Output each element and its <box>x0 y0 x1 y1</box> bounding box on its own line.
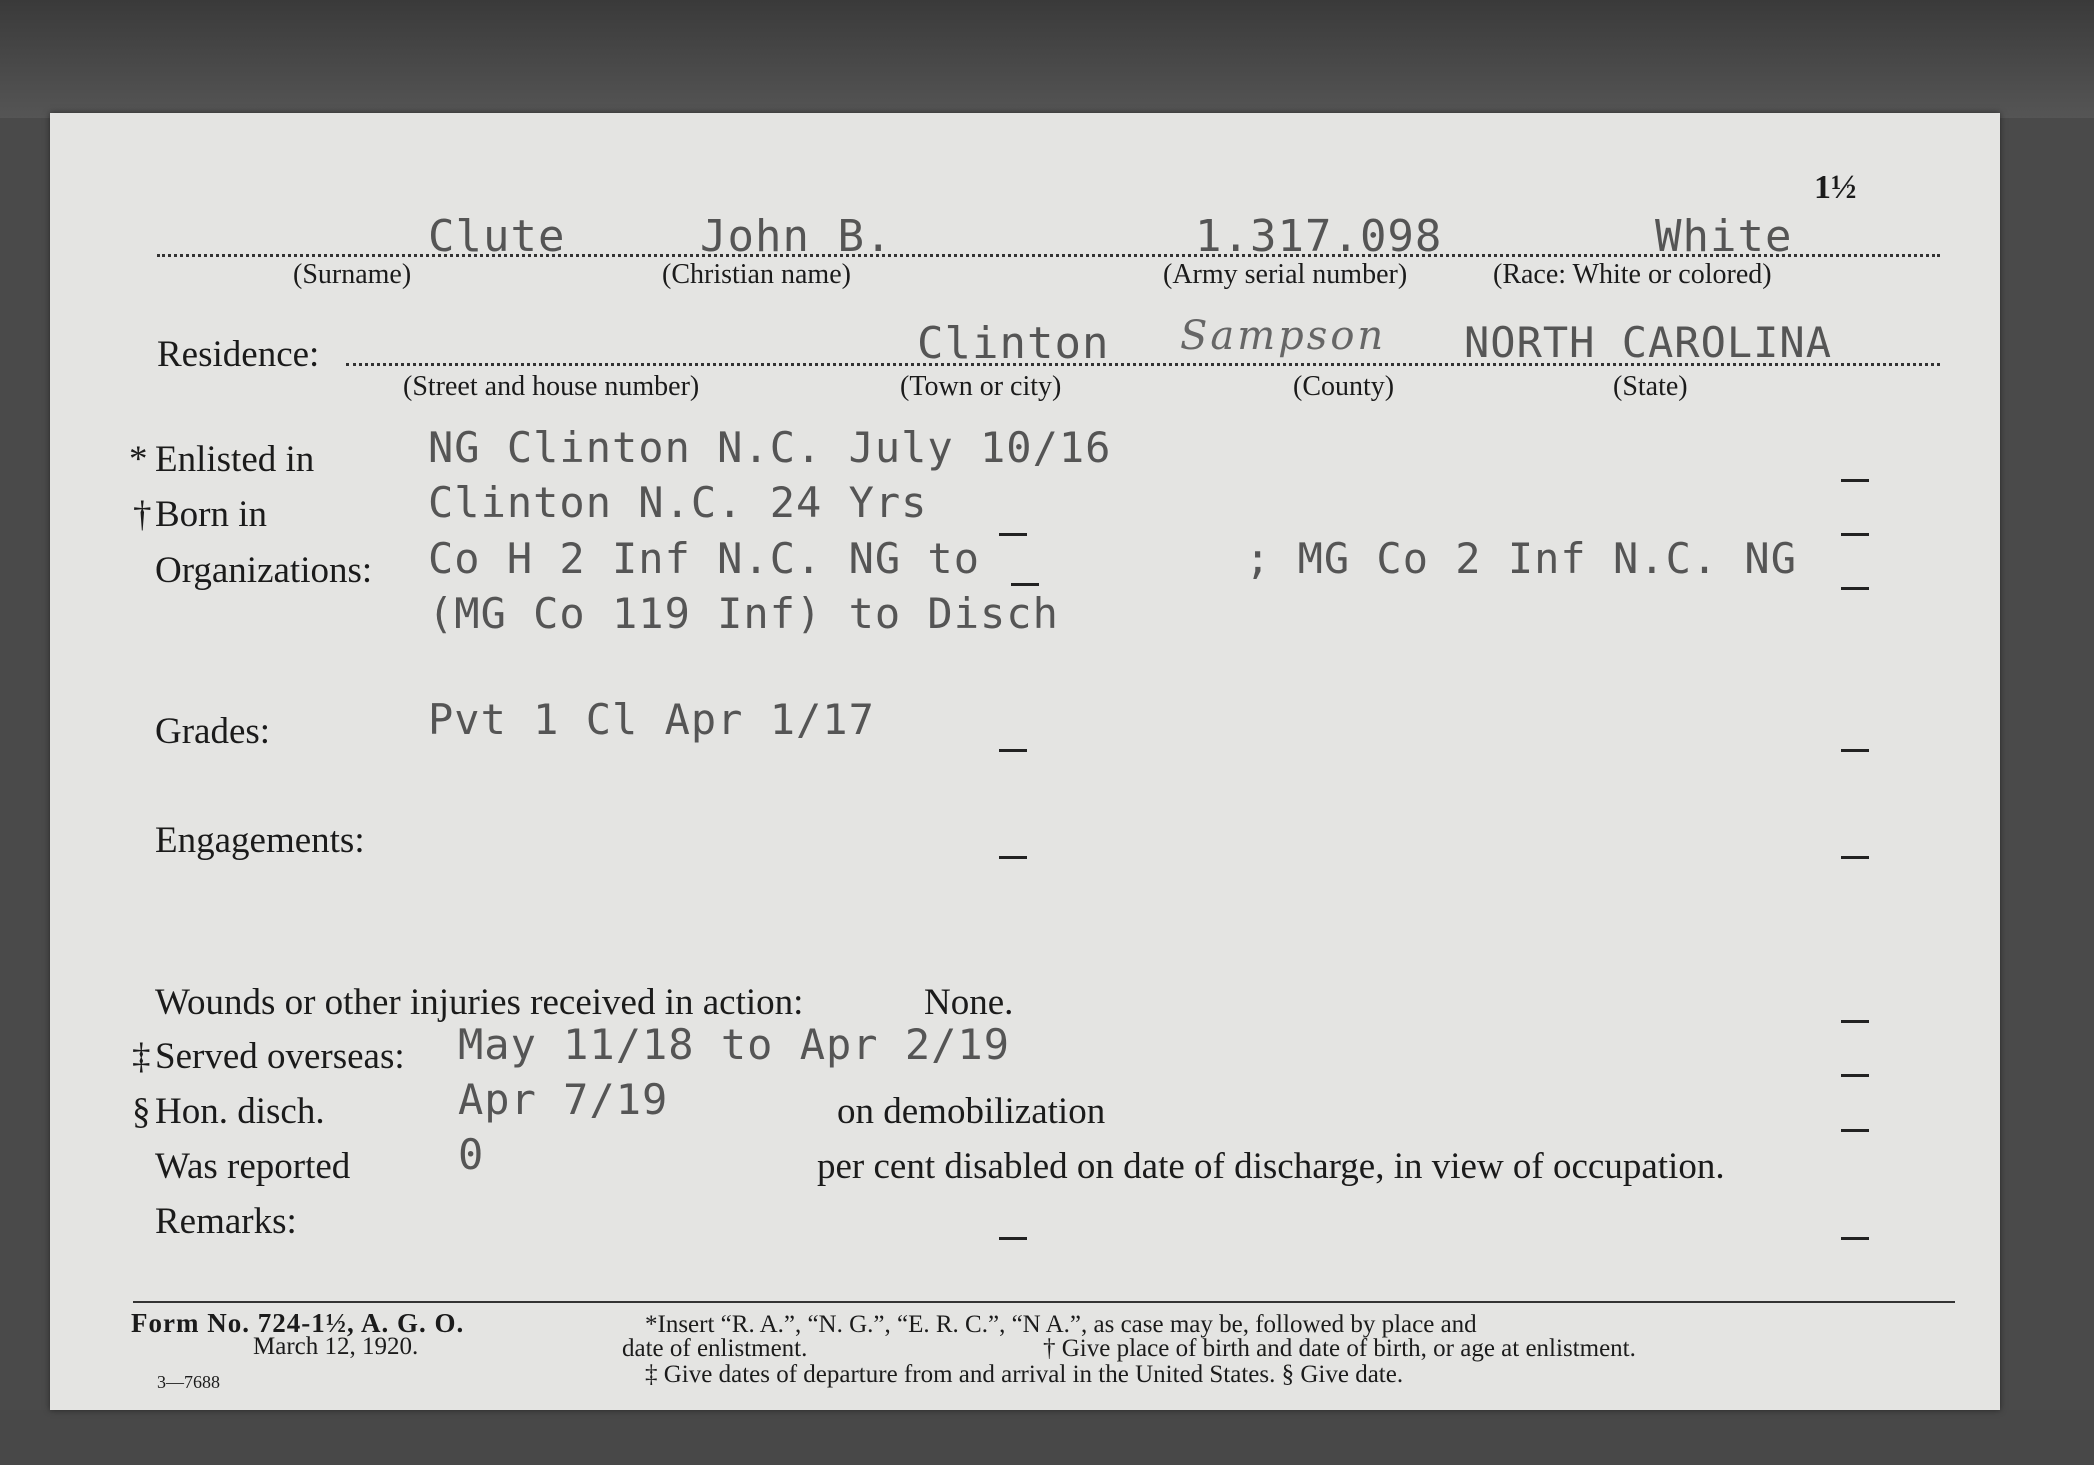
engagements-right-dash <box>1841 856 1869 859</box>
remarks-mid-dash <box>999 1237 1027 1240</box>
footnote-line2a: date of enlistment. <box>622 1335 808 1362</box>
born-mark: † <box>133 494 152 535</box>
street-caption: (Street and house number) <box>403 371 700 402</box>
residence-state-value: NORTH CAROLINA <box>1464 318 1833 367</box>
enlisted-label: Enlisted in <box>155 439 315 480</box>
born-value: Clinton N.C. 24 Yrs <box>428 478 928 527</box>
overseas-right-dash <box>1841 1074 1869 1077</box>
race-caption: (Race: White or colored) <box>1493 259 1772 290</box>
born-label: Born in <box>155 494 268 535</box>
christian-name-caption: (Christian name) <box>662 259 851 290</box>
reported-suffix: per cent disabled on date of discharge, in view of occupation. <box>817 1146 1725 1187</box>
hon-disch-suffix: on demobilization <box>837 1091 1106 1132</box>
wounds-value: None. <box>924 982 1014 1023</box>
card-fraction: 1½ <box>1814 169 1857 206</box>
form-number: Form No. 724-1½, A. G. O. <box>131 1308 465 1338</box>
organizations-right-dash <box>1841 587 1869 590</box>
born-right-dash <box>1841 533 1869 536</box>
wounds-label: Wounds or other injuries received in action: <box>155 982 804 1023</box>
scan-backdrop-bottom <box>0 1410 2094 1465</box>
state-caption: (State) <box>1613 371 1688 402</box>
army-serial-caption: (Army serial number) <box>1163 259 1408 290</box>
town-caption: (Town or city) <box>900 371 1062 402</box>
scan-backdrop-top <box>0 0 2094 118</box>
organizations-line1: Co H 2 Inf N.C. NG to <box>428 534 981 583</box>
organizations-label: Organizations: <box>155 550 373 591</box>
born-mid-dash <box>999 533 1027 536</box>
residence-label: Residence: <box>157 334 320 375</box>
remarks-right-dash <box>1841 1237 1869 1240</box>
engagements-label: Engagements: <box>155 820 365 861</box>
enlisted-value: NG Clinton N.C. July 10/16 <box>428 423 1112 472</box>
residence-county-value: Sampson <box>1180 313 1387 359</box>
organizations-line2: (MG Co 119 Inf) to Disch <box>428 589 1059 638</box>
grades-mid-dash <box>999 749 1027 752</box>
race-value: White <box>1655 211 1793 262</box>
residence-town-value: Clinton <box>917 318 1110 369</box>
army-serial-value: 1.317.098 <box>1195 211 1443 262</box>
organizations-mid-dash <box>1011 583 1039 586</box>
remarks-label: Remarks: <box>155 1201 297 1242</box>
engagements-mid-dash <box>999 856 1027 859</box>
overseas-mark: ‡ <box>132 1036 151 1077</box>
enlisted-right-dash <box>1841 479 1869 482</box>
grades-label: Grades: <box>155 711 271 752</box>
footnote-line2b: † Give place of birth and date of birth, or age at enlistment. <box>1043 1335 1636 1362</box>
surname-value: Clute <box>428 211 566 262</box>
grades-value: Pvt 1 Cl Apr 1/17 <box>428 695 875 744</box>
reported-value: 0 <box>458 1130 485 1179</box>
reported-label: Was reported <box>155 1146 351 1187</box>
footer-rule <box>133 1301 1955 1303</box>
hon-disch-label: Hon. disch. <box>155 1091 325 1132</box>
enlisted-mark: * <box>129 439 148 480</box>
grades-right-dash <box>1841 749 1869 752</box>
footnote-line1: *Insert “R. A.”, “N. G.”, “E. R. C.”, “N A.”, as case may be, followed by place and <box>645 1311 1477 1338</box>
form-date: March 12, 1920. <box>253 1333 419 1360</box>
footnote-line3: ‡ Give dates of departure from and arrival in the United States. § Give date. <box>645 1361 1404 1388</box>
surname-caption: (Surname) <box>293 259 412 290</box>
wounds-right-dash <box>1841 1020 1869 1023</box>
form-code: 3—7688 <box>157 1372 220 1392</box>
service-record-card <box>50 113 2000 1410</box>
hon-disch-right-dash <box>1841 1129 1869 1132</box>
hon-disch-value: Apr 7/19 <box>458 1075 669 1124</box>
organizations-line1-right: ; MG Co 2 Inf N.C. NG <box>1245 534 1798 583</box>
county-caption: (County) <box>1293 371 1395 402</box>
overseas-value: May 11/18 to Apr 2/19 <box>458 1020 1011 1069</box>
christian-name-value: John B. <box>700 211 893 262</box>
hon-disch-mark: § <box>132 1091 151 1132</box>
overseas-label: Served overseas: <box>155 1036 405 1077</box>
